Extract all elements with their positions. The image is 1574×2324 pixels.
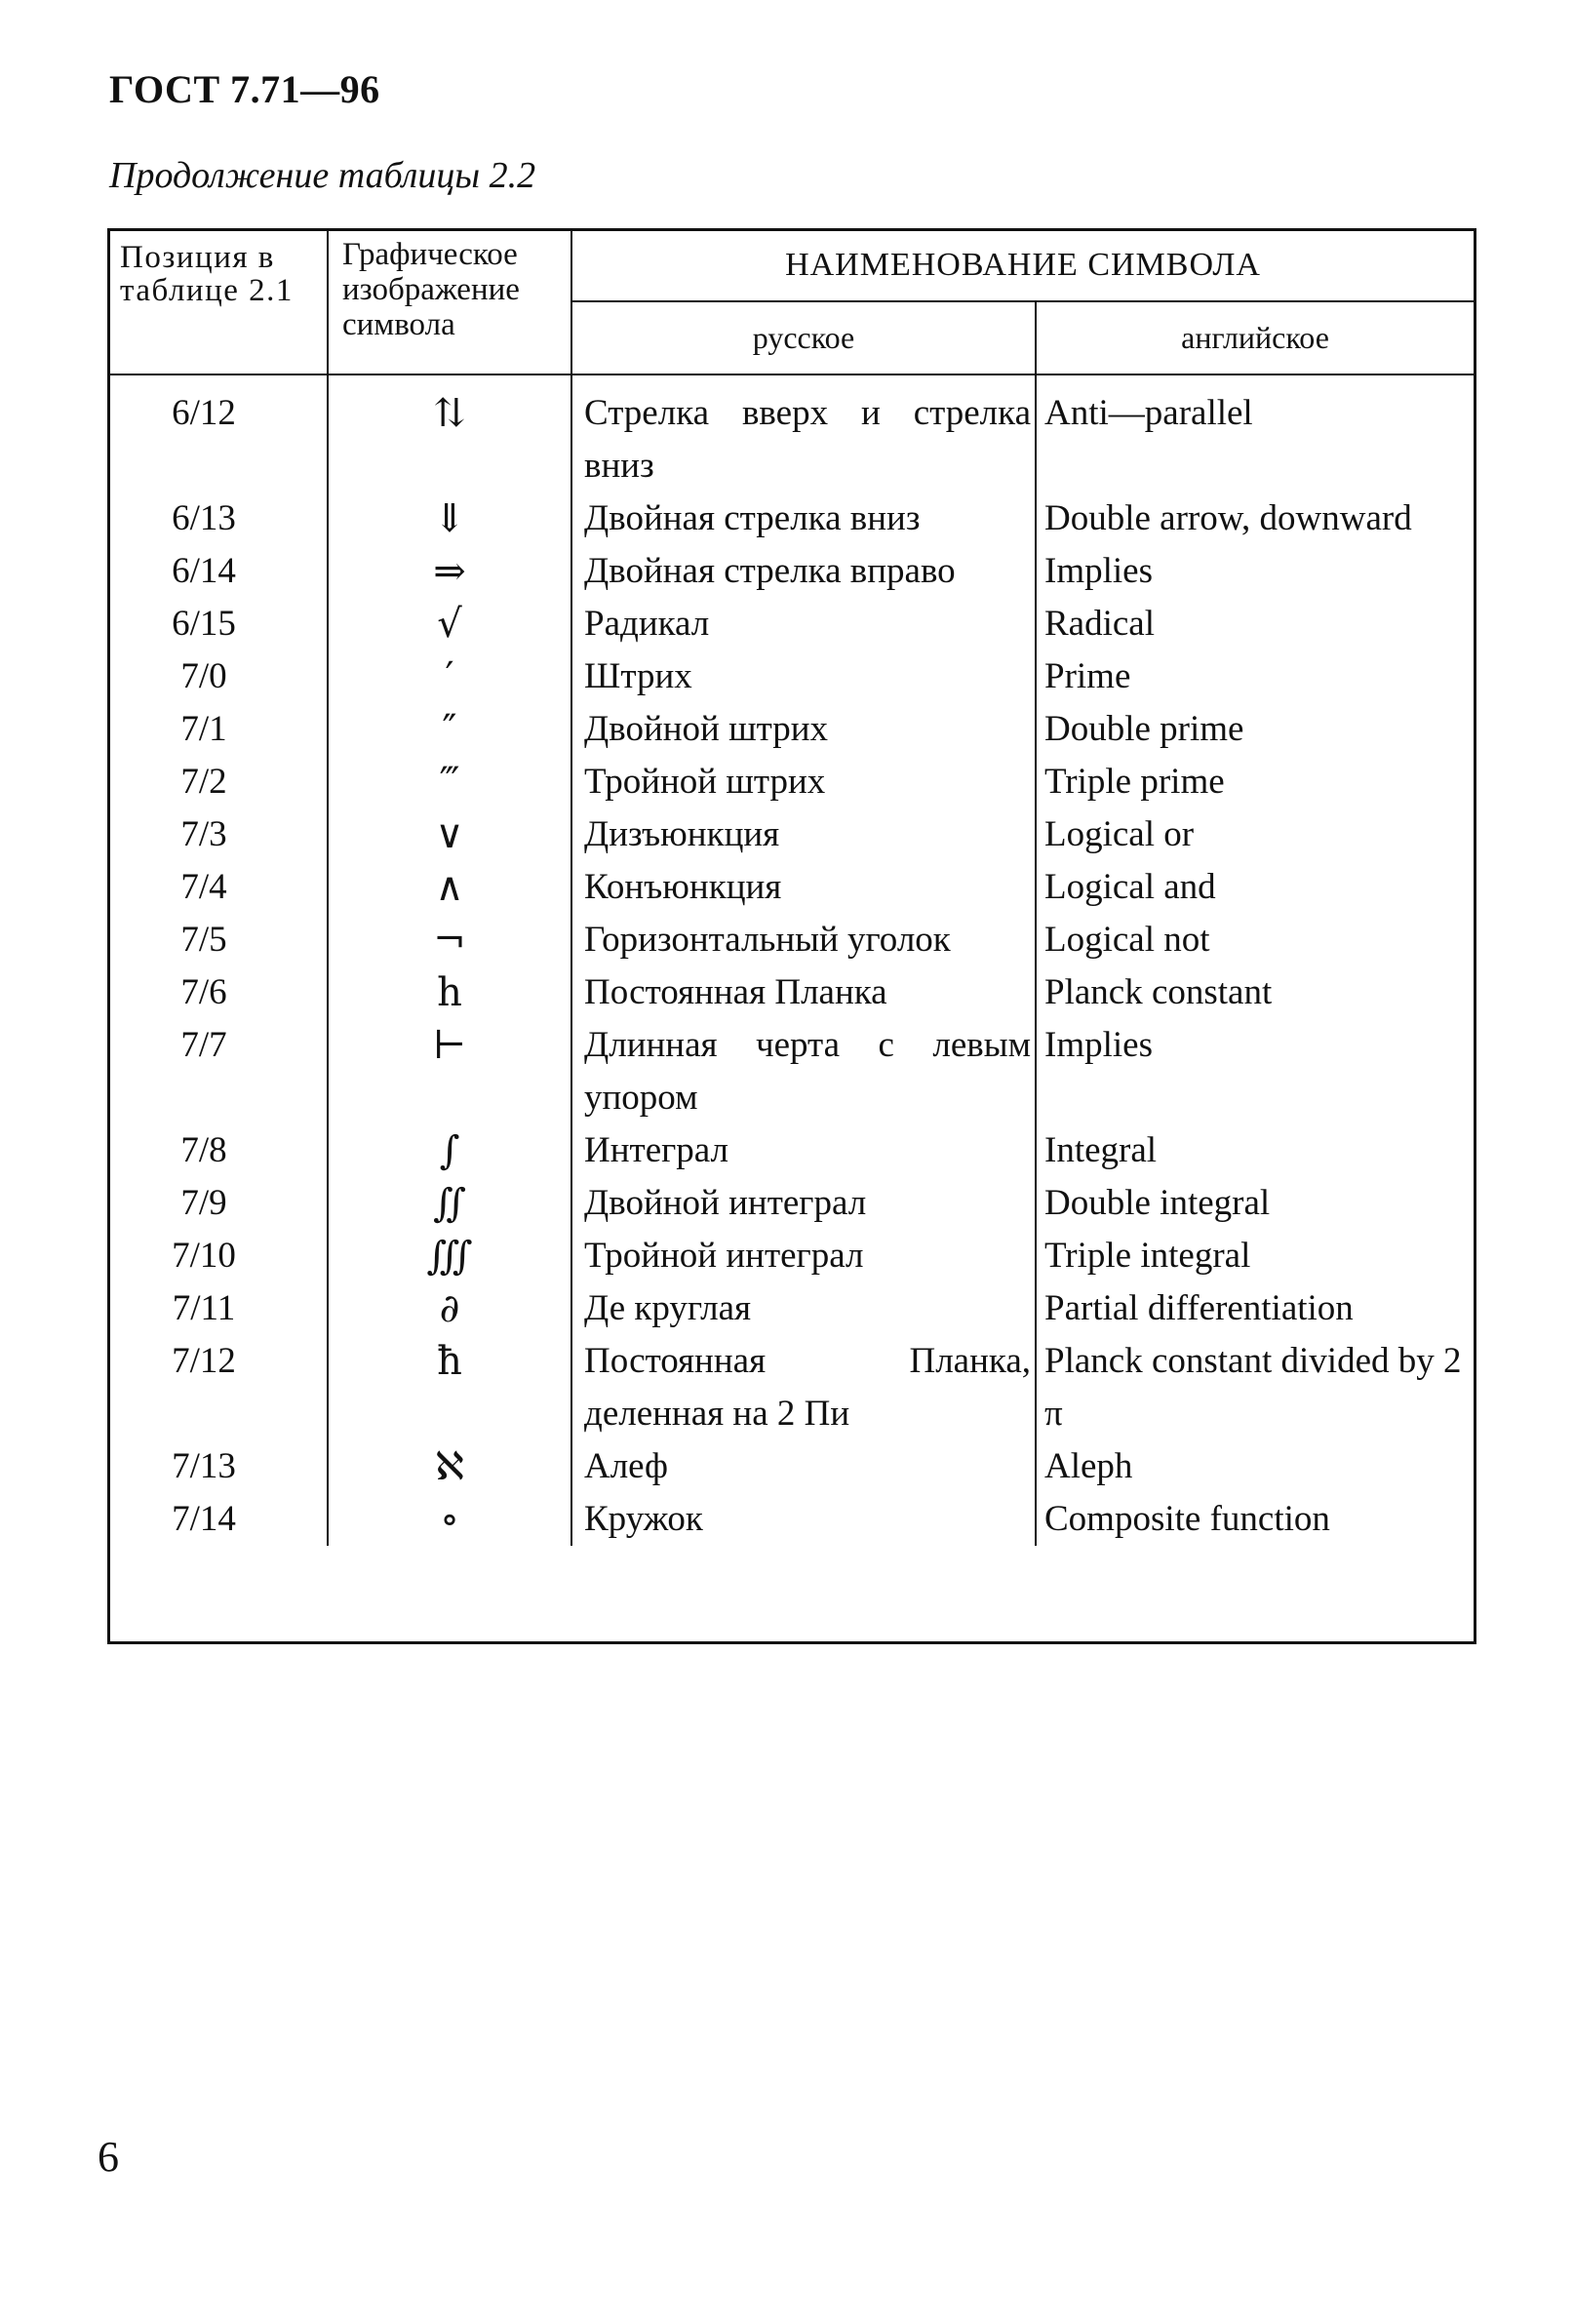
russian-name-cell: Дизъюнкция <box>571 808 1036 861</box>
russian-name-cell: Де круглая <box>571 1282 1036 1335</box>
glyph-cell: ″ <box>328 703 571 756</box>
english-name-cell: Double arrow, downward <box>1036 492 1474 545</box>
position-cell: 6/14 <box>172 551 236 591</box>
glyph-cell: √ <box>328 598 571 650</box>
position-cell: 7/5 <box>180 920 227 960</box>
position-cell: 6/15 <box>172 604 236 644</box>
table-row <box>110 808 1474 861</box>
russian-name-cell: Двойная стрелка вниз <box>571 492 1036 545</box>
page-number: 6 <box>98 2133 119 2181</box>
position-cell: 7/2 <box>180 762 227 802</box>
glyph-cell: ‴ <box>328 756 571 808</box>
glyph-cell: ′ <box>328 650 571 703</box>
english-name-cell: Integral <box>1036 1124 1474 1177</box>
russian-name-cell: Постоянная Планка, деленная на 2 Пи <box>571 1335 1036 1440</box>
english-name-cell: Anti—parallel <box>1036 374 1474 492</box>
glyph-cell: ∘ <box>328 1493 571 1546</box>
column-header-english: английское <box>1036 301 1474 374</box>
position-cell: 7/12 <box>172 1341 236 1381</box>
glyph-cell: ∨ <box>328 808 571 861</box>
position-cell: 7/0 <box>180 656 227 696</box>
table-row <box>110 1440 1474 1493</box>
table-row <box>110 1124 1474 1177</box>
english-name-cell: Radical <box>1036 598 1474 650</box>
table-row <box>110 1177 1474 1230</box>
russian-name-cell: Интеграл <box>571 1124 1036 1177</box>
glyph-cell: ∬ <box>328 1177 571 1230</box>
column-header-russian: русское <box>571 301 1036 374</box>
table-row <box>110 1230 1474 1282</box>
russian-name-cell: Постоянная Планка <box>571 966 1036 1019</box>
table-row <box>110 756 1474 808</box>
position-cell: 7/1 <box>180 709 227 749</box>
russian-name-cell: Радикал <box>571 598 1036 650</box>
english-name-cell: Implies <box>1036 545 1474 598</box>
column-header-glyph: Графическое изображение символа <box>328 231 571 374</box>
glyph-cell: ∧ <box>328 861 571 914</box>
column-header-position: Позиция в таблице 2.1 <box>110 231 328 374</box>
glyph-cell: ⇓ <box>328 492 571 545</box>
glyph-cell: ∂ <box>328 1282 571 1335</box>
english-name-cell: Planck constant divided by 2 π <box>1036 1335 1474 1440</box>
glyph-cell: ⇒ <box>328 545 571 598</box>
table-row <box>110 598 1474 650</box>
english-name-cell: Prime <box>1036 650 1474 703</box>
russian-name-cell: Штрих <box>571 650 1036 703</box>
russian-name-cell: Двойной интеграл <box>571 1177 1036 1230</box>
english-name-cell: Triple integral <box>1036 1230 1474 1282</box>
glyph-cell: ∭ <box>328 1230 571 1282</box>
position-cell: 7/11 <box>172 1288 236 1328</box>
russian-name-cell: Двойная стрелка вправо <box>571 545 1036 598</box>
table-row <box>110 374 1474 492</box>
glyph-cell: ¬ <box>328 914 571 966</box>
russian-name-cell: Тройной штрих <box>571 756 1036 808</box>
glyph-cell: ħ <box>328 1335 571 1440</box>
english-name-cell: Double prime <box>1036 703 1474 756</box>
english-name-cell: Triple prime <box>1036 756 1474 808</box>
table-caption: Продолжение таблицы 2.2 <box>109 155 536 196</box>
position-cell: 7/14 <box>172 1499 236 1539</box>
english-name-cell: Aleph <box>1036 1440 1474 1493</box>
position-cell: 7/4 <box>180 867 227 907</box>
english-name-cell: Double integral <box>1036 1177 1474 1230</box>
glyph-cell: h <box>328 966 571 1019</box>
table-row <box>110 1493 1474 1546</box>
table-row <box>110 1282 1474 1335</box>
table-row <box>110 914 1474 966</box>
english-name-cell: Partial differentiation <box>1036 1282 1474 1335</box>
position-cell: 7/10 <box>172 1236 236 1276</box>
table-row <box>110 703 1474 756</box>
russian-name-cell: Стрелка вверх и стрелка вниз <box>571 374 1036 492</box>
russian-name-cell: Конъюнкция <box>571 861 1036 914</box>
english-name-cell: Composite function <box>1036 1493 1474 1546</box>
english-name-cell: Planck constant <box>1036 966 1474 1019</box>
english-name-cell: Logical and <box>1036 861 1474 914</box>
table-row <box>110 1019 1474 1124</box>
english-name-cell: Implies <box>1036 1019 1474 1124</box>
position-cell: 7/9 <box>180 1183 227 1223</box>
russian-name-cell: Тройной интеграл <box>571 1230 1036 1282</box>
glyph-cell: ⊢ <box>328 1019 571 1124</box>
russian-name-cell: Алеф <box>571 1440 1036 1493</box>
position-cell: 6/13 <box>172 498 236 538</box>
table-row <box>110 545 1474 598</box>
russian-name-cell: Горизонтальный уголок <box>571 914 1036 966</box>
glyph-cell: ℵ <box>328 1440 571 1493</box>
position-cell: 7/13 <box>172 1446 236 1486</box>
table-row <box>110 492 1474 545</box>
symbols-table <box>107 228 1476 1644</box>
russian-name-cell: Кружок <box>571 1493 1036 1546</box>
table-row <box>110 1335 1474 1440</box>
english-name-cell: Logical not <box>1036 914 1474 966</box>
column-header-name-group: НАИМЕНОВАНИЕ СИМВОЛА <box>571 231 1474 301</box>
position-cell: 7/6 <box>180 972 227 1012</box>
english-name-cell: Logical or <box>1036 808 1474 861</box>
document-code: ГОСТ 7.71—96 <box>109 67 380 111</box>
position-cell: 7/3 <box>180 814 227 854</box>
glyph-cell: ⇅ <box>328 374 571 492</box>
table-row <box>110 650 1474 703</box>
russian-name-cell: Длинная черта с левым упором <box>571 1019 1036 1124</box>
position-cell: 6/12 <box>172 393 236 433</box>
position-cell: 7/7 <box>180 1025 227 1065</box>
glyph-cell: ∫ <box>328 1124 571 1177</box>
position-cell: 7/8 <box>180 1130 227 1170</box>
table-row <box>110 966 1474 1019</box>
russian-name-cell: Двойной штрих <box>571 703 1036 756</box>
table-row <box>110 861 1474 914</box>
